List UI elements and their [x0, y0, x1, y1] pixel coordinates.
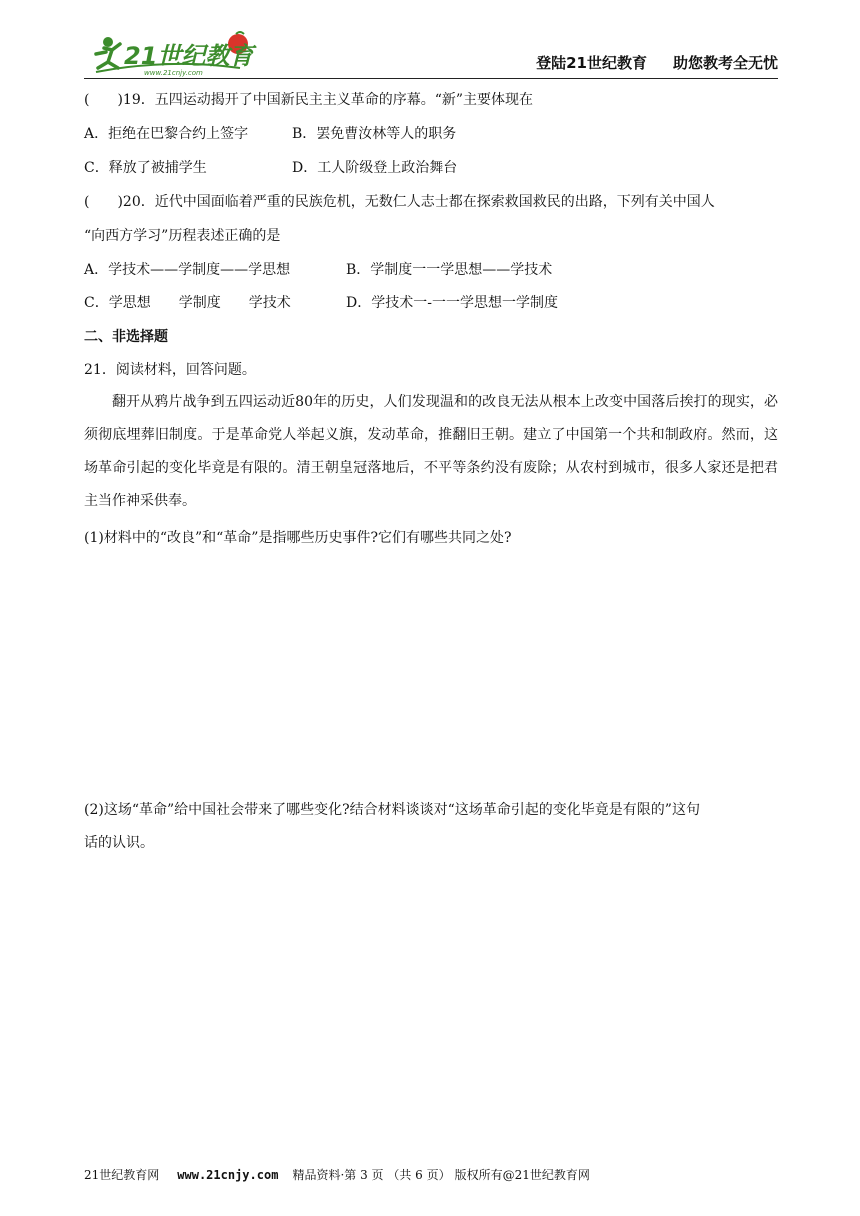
q20-option-d: D．学技术一-一一学思想一学制度: [346, 295, 558, 311]
q20-option-c: C．学思想 学制度 学技术: [84, 295, 291, 311]
footer-page-info: 精品资料·第 3 页 （共 6 页）: [292, 1168, 451, 1182]
header-divider: [84, 78, 778, 79]
q19-options-row2: [84, 158, 458, 178]
slogan-login: 登陆21世纪教育: [536, 54, 647, 72]
page-footer: [84, 1166, 594, 1183]
q21-intro: 21．阅读材料，回答问题。: [84, 362, 256, 378]
logo-text: 21世纪教育: [124, 42, 254, 70]
q19-option-a: A．拒绝在巴黎合约上签字: [84, 126, 249, 142]
section-heading: 二、非选择题: [84, 329, 168, 345]
footer-org: 21世纪教育网: [84, 1168, 160, 1182]
q19-stem: ( )19．五四运动揭开了中国新民主主义革命的序幕。“新”主要体现在: [84, 92, 534, 108]
logo-graphic: [90, 28, 260, 78]
slogan-help: 助您教考全无忧: [672, 54, 778, 72]
q19-option-d: D．工人阶级登上政治舞台: [292, 160, 458, 176]
q21-material: 翻开从鸦片战争到五四运动近80年的历史，人们发现温和的改良无法从根本上改变中国落后挨打的现实，必须彻底埋葬旧制度。于是革命党人举起义旗，发动革命，推翻旧王朝。建立了中国第一个共和制政府。然而，这场革命引起的变化毕竟是有限的。清王朝皇冠落地后，不平等条约没有废除；从农村到城市，很多人家还是把君主当作神采供奉。: [84, 394, 778, 509]
logo-url: www.21cnjy.com: [144, 69, 203, 77]
q20-option-b: B．学制度一一学思想——学技术: [346, 262, 553, 278]
q21-subquestion-2-cont: 话的认识。: [84, 835, 154, 851]
q19-option-c: C．释放了被捕学生: [84, 160, 207, 176]
q20-options-row1: [84, 260, 553, 280]
q20-option-a: A．学技术——学制度——学思想: [84, 262, 291, 278]
q20-stem: ( )20．近代中国面临着严重的民族危机，无数仁人志士都在探索救国救民的出路，下列有关中国人: [84, 194, 715, 210]
footer-copyright: 版权所有@21世纪教育网: [454, 1168, 590, 1182]
q21-subquestion-2: (2)这场“革命”给中国社会带来了哪些变化?结合材料谈谈对“这场革命引起的变化毕竟是有限的”这句: [84, 802, 700, 818]
q20-options-row2: [84, 293, 558, 313]
footer-site: www.21cnjy.com: [177, 1168, 279, 1182]
header-slogan: [536, 52, 778, 73]
q19-option-b: B．罢免曹汝林等人的职务: [292, 126, 457, 142]
q21-subquestion-1: (1)材料中的“改良”和“革命”是指哪些历史事件?它们有哪些共同之处?: [84, 530, 512, 546]
site-logo: [90, 28, 260, 78]
q19-options-row1: [84, 124, 457, 144]
q20-stem-cont: “向西方学习”历程表述正确的是: [84, 228, 281, 244]
